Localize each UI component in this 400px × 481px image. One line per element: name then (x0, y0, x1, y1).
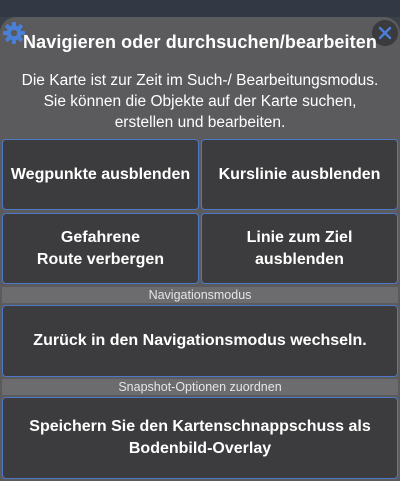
hide-waypoints-label: Wegpunkte ausblenden (10, 165, 191, 183)
top-background (0, 0, 400, 17)
dialog-title: Navigieren oder durchsuchen/bearbeiten (23, 32, 377, 52)
section-header-snapshot-options: Snapshot-Optionen zuordnen (2, 379, 398, 395)
hide-course-line-label: Kurslinie ausblenden (218, 165, 381, 183)
return-to-navigation-mode-button[interactable] (2, 305, 398, 377)
hide-traveled-route-button[interactable] (2, 213, 199, 284)
dialog-description: Die Karte ist zur Zeit im Such-/ Bearbeitungsmodus. Sie können die Objekte auf der Karte suchen, erstellen und bearbeiten. (21, 72, 379, 131)
mode-dialog (0, 17, 400, 481)
hide-traveled-route-label: Gefahrene Route verbergen (36, 228, 165, 268)
section-header-navigation-mode: Navigationsmodus (2, 287, 398, 303)
hide-line-to-target-label: Linie zum Ziel ausblenden (246, 228, 353, 268)
hide-course-line-button[interactable] (201, 139, 398, 210)
hide-waypoints-button[interactable] (2, 139, 199, 210)
return-to-navigation-mode-label: Zurück in den Navigationsmodus wechseln. (33, 332, 367, 349)
hide-line-to-target-button[interactable] (201, 213, 398, 284)
save-snapshot-overlay-button[interactable] (2, 397, 398, 479)
save-snapshot-overlay-label: Speichern Sie den Kartenschnappschuss als Bodenbild-Overlay (29, 418, 371, 457)
